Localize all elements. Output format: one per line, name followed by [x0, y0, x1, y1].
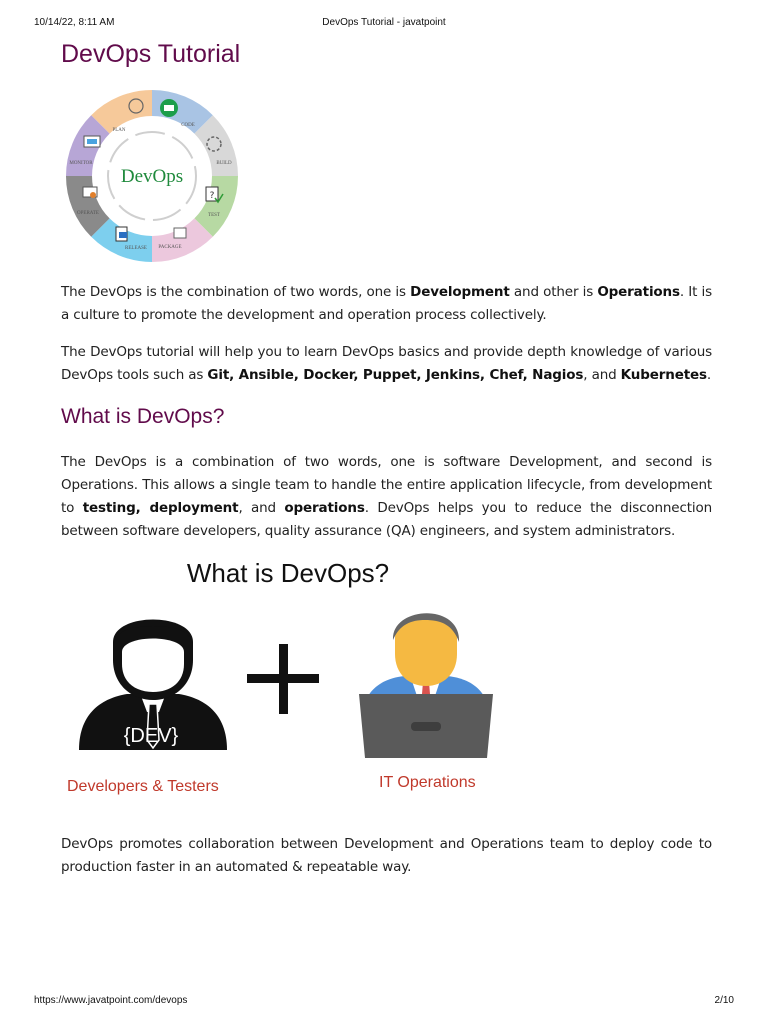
it-operations-figure-icon	[353, 598, 497, 762]
section-heading: What is DevOps?	[61, 405, 225, 428]
dev-tag: {DEV}	[123, 725, 179, 747]
package-stage-icon	[174, 228, 186, 238]
tools-list: Git, Ansible, Docker, Puppet, Jenkins, Chef, Nagios	[207, 367, 584, 383]
stage-label-operate: OPERATE	[77, 211, 99, 216]
page-url: https://www.javatpoint.com/devops	[34, 995, 188, 1006]
it-operations-label: IT Operations	[379, 774, 476, 791]
tools-paragraph: The DevOps tutorial will help you to learn DevOps basics and provide depth knowledge of various DevOps tools such as Git, Ansible, Docker, Puppet, Jenkins, Chef, Nagios, and Kubernetes.	[61, 344, 712, 383]
devops-lifecycle-wheel	[61, 88, 241, 263]
term-operations-2: operations	[284, 500, 365, 516]
wheel-center-label: DevOps	[120, 166, 184, 187]
definition-paragraph: The DevOps is a combination of two words, one is software Development, and second is Operations. This allows a single team to handle the entire application lifecycle, from development to testing, deployment, and operations. DevOps helps you to reduce the disconnection between software developers, quality assurance (QA) engineers, and system administrators.	[61, 454, 712, 539]
stage-label-build: BUILD	[216, 161, 232, 166]
stage-label-plan: PLAN	[112, 128, 126, 133]
print-header	[34, 17, 734, 31]
term-operations: Operations	[597, 284, 680, 300]
print-date: 10/14/22, 8:11 AM	[34, 17, 115, 28]
operate-stage-icon	[83, 187, 97, 198]
stage-label-monitor: MONITOR	[69, 161, 93, 166]
print-page-title: DevOps Tutorial - javatpoint	[322, 17, 446, 28]
collaboration-paragraph: DevOps promotes collaboration between Development and Operations team to deploy code to production faster in an automated & repeatable way.	[61, 836, 712, 875]
what-is-devops-illustration	[61, 556, 515, 810]
stage-label-code: CODE	[181, 123, 195, 128]
plus-icon	[247, 644, 319, 716]
stage-label-package: PACKAGE	[158, 245, 182, 250]
page-number: 2/10	[714, 995, 734, 1006]
intro-paragraph: The DevOps is the combination of two words, one is Development and other is Operations. It is a culture to promote the development and operation process collectively.	[61, 284, 712, 323]
developer-figure-icon	[75, 600, 231, 756]
monitor-stage-icon	[84, 136, 100, 147]
term-testing-deployment: testing, deployment	[82, 500, 239, 516]
print-footer	[34, 995, 734, 1009]
tool-kubernetes: Kubernetes	[620, 367, 707, 383]
term-development: Development	[410, 284, 510, 300]
svg-text:?: ?	[209, 191, 215, 201]
release-stage-icon	[116, 227, 127, 241]
illustration-title: What is DevOps?	[186, 558, 390, 588]
stage-label-release: RELEASE	[125, 246, 147, 251]
developers-testers-label: Developers & Testers	[67, 778, 219, 795]
page-title: DevOps Tutorial	[61, 40, 241, 68]
stage-label-test: TEST	[208, 213, 220, 218]
